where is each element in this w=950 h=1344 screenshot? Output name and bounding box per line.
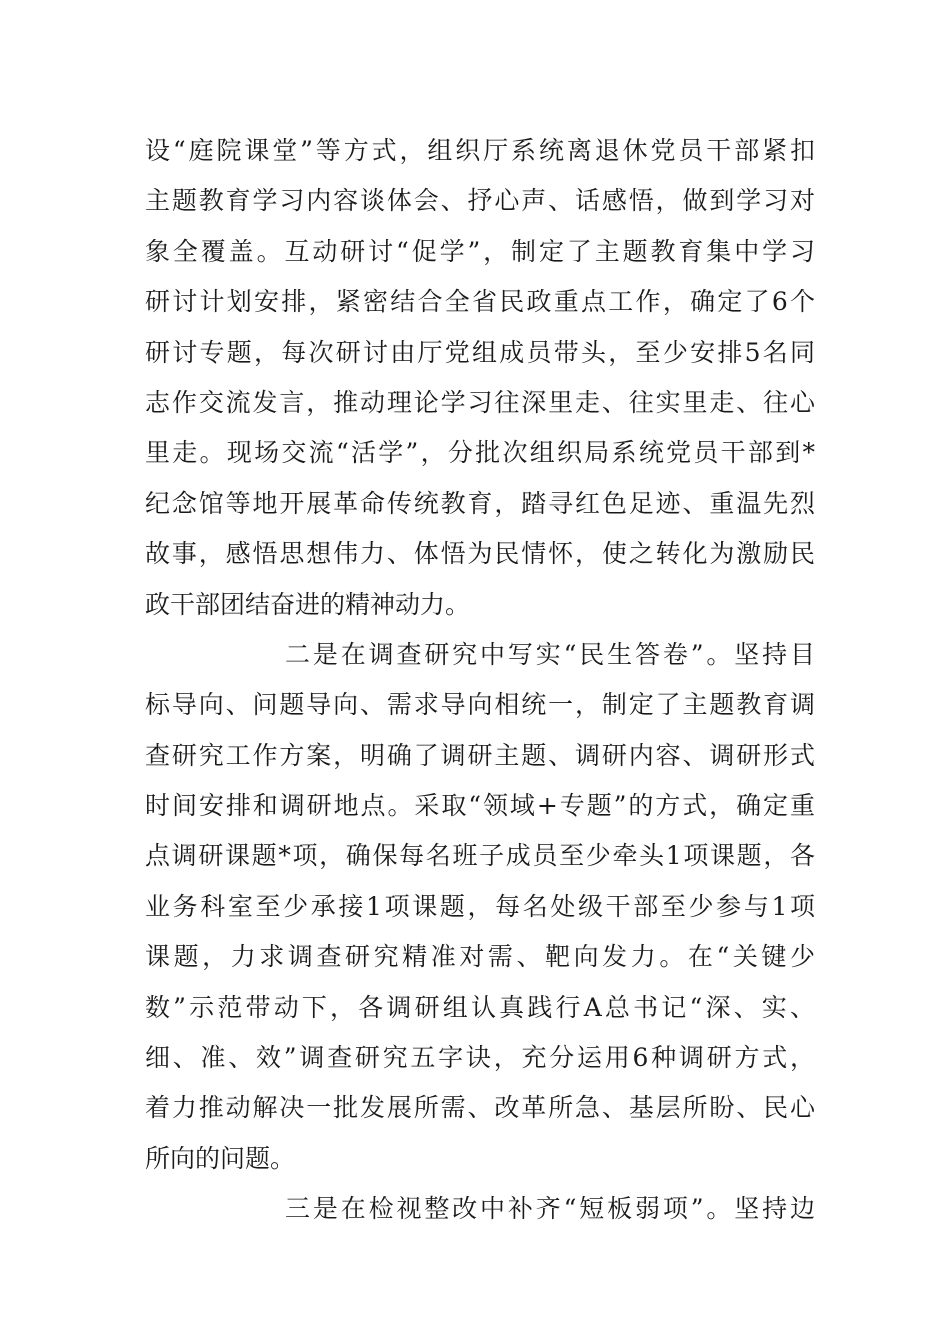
text-line-1: 设“庭院课堂”等方式，组织厅系统离退休党员干部紧扣 [145,136,815,165]
body-text [145,126,815,1235]
paragraph-heading-2: 二是在调查研究中写实“民生答卷”。坚持目 [285,639,815,669]
text-line-21: 所向的问题。 [145,1143,296,1173]
text-line-10: 政干部团结奋进的精神动力。 [145,589,471,619]
text-line-4: 研讨计划安排，紧密结合全省民政重点工作，确定了6个 [145,287,815,317]
text-line-3: 象全覆盖。互动研讨“促学”，制定了主题教育集中学习 [145,236,815,266]
text-line-19: 细、准、效”调查研究五字诀，充分运用6种调研方式， [145,1043,815,1073]
text-line-17: 课题，力求调查研究精准对需、靶向发力。在“关键少 [145,942,815,972]
text-line-14: 时间安排和调研地点。采取“领域+专题”的方式，确定重 [145,791,815,821]
text-line-15: 点调研课题*项，确保每名班子成员至少牵头1项课题，各 [145,841,815,871]
text-line-9: 故事，感悟思想伟力、体悟为民情怀，使之转化为激励民 [145,539,815,569]
text-line-8: 纪念馆等地开展革命传统教育，踏寻红色足迹、重温先烈 [145,488,815,518]
text-line-12: 标导向、问题导向、需求导向相统一，制定了主题教育调 [145,690,815,720]
text-line-18: 数”示范带动下，各调研组认真践行A总书记“深、实、 [145,992,815,1022]
text-line-7: 里走。现场交流“活学”，分批次组织局系统党员干部到* [145,438,815,468]
paragraph-heading-3: 三是在检视整改中补齐“短板弱项”。坚持边 [285,1194,815,1224]
text-line-20: 着力推动解决一批发展所需、改革所急、基层所盼、民心 [145,1093,815,1123]
text-line-5: 研讨专题，每次研讨由厅党组成员带头，至少安排5名同 [145,337,815,367]
text-line-2: 主题教育学习内容谈体会、抒心声、话感悟，做到学习对 [145,186,815,216]
text-line-16: 业务科室至少承接1项课题，每名处级干部至少参与1项 [145,891,815,921]
text-line-13: 查研究工作方案，明确了调研主题、调研内容、调研形式 [145,740,815,770]
text-line-6: 志作交流发言，推动理论学习往深里走、往实里走、往心 [145,387,815,417]
